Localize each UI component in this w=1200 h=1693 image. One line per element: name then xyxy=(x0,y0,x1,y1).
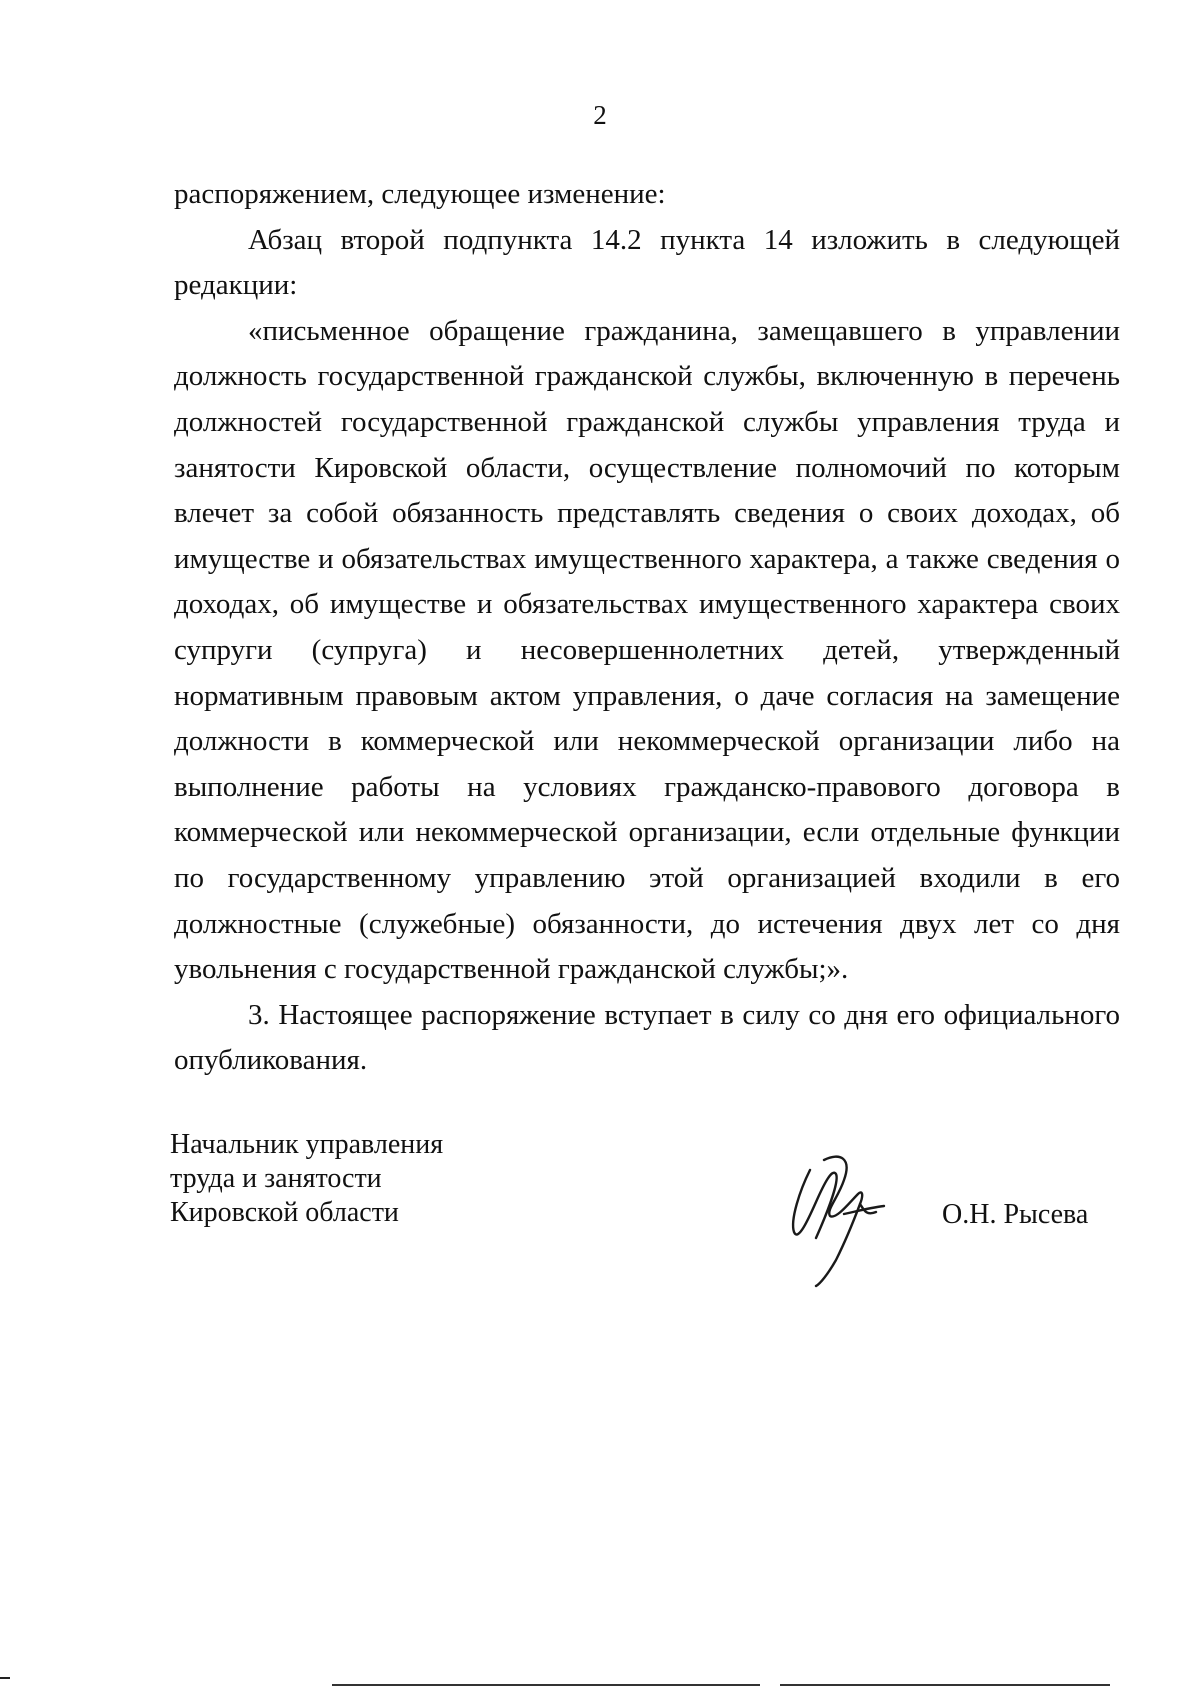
signatory-position-line: труда и занятости xyxy=(170,1163,382,1194)
paragraph-continuation: распоряжением, следующее изменение: xyxy=(174,178,666,210)
page-number: 2 xyxy=(593,100,607,130)
signatory-position xyxy=(170,1128,443,1230)
footer-rule xyxy=(780,1684,1110,1686)
document-body xyxy=(174,172,1120,1084)
scan-mark xyxy=(0,1677,10,1679)
handwritten-signature xyxy=(780,1150,910,1290)
signatory-position-line: Начальник управления xyxy=(170,1129,444,1160)
paragraph-amendment-intro: Абзац второй подпункта 14.2 пункта 14 изложить в следующей редакции: xyxy=(174,223,1120,302)
paragraph-effective-date: 3. Настоящее распоряжение вступает в силу со дня его официального опубликования. xyxy=(174,998,1120,1077)
signatory-name: О.Н. Рысева xyxy=(942,1199,1089,1230)
paragraph-amendment-text: «письменное обращение гражданина, замещавшего в управлении должность государственной гражданской службы, включенную в перечень должностей государственной гражданской службы управления труда и занятости Кировской области, осуществление полномочий по которым влечет за собой обязанность представлять сведения о своих доходах, об имуществе и обязательствах имущественного характера, а также сведения о доходах, об имуществе и обязательствах имущественного характера своих супруги (супруга) и несовершеннолетних детей, утвержденный нормативным правовым актом управления, о даче согласия на замещение должности в коммерческой или некоммерческой организации либо на выполнение работы на условиях гражданско-правового договора в коммерческой или некоммерческой организации, если отдельные функции по государственному управлению этой организацией входили в его должностные (служебные) обязанности, до истечения двух лет со дня увольнения с государственной гражданской службы;». xyxy=(174,314,1120,986)
signatory-position-line: Кировской области xyxy=(170,1197,399,1228)
footer-rule xyxy=(332,1684,760,1686)
